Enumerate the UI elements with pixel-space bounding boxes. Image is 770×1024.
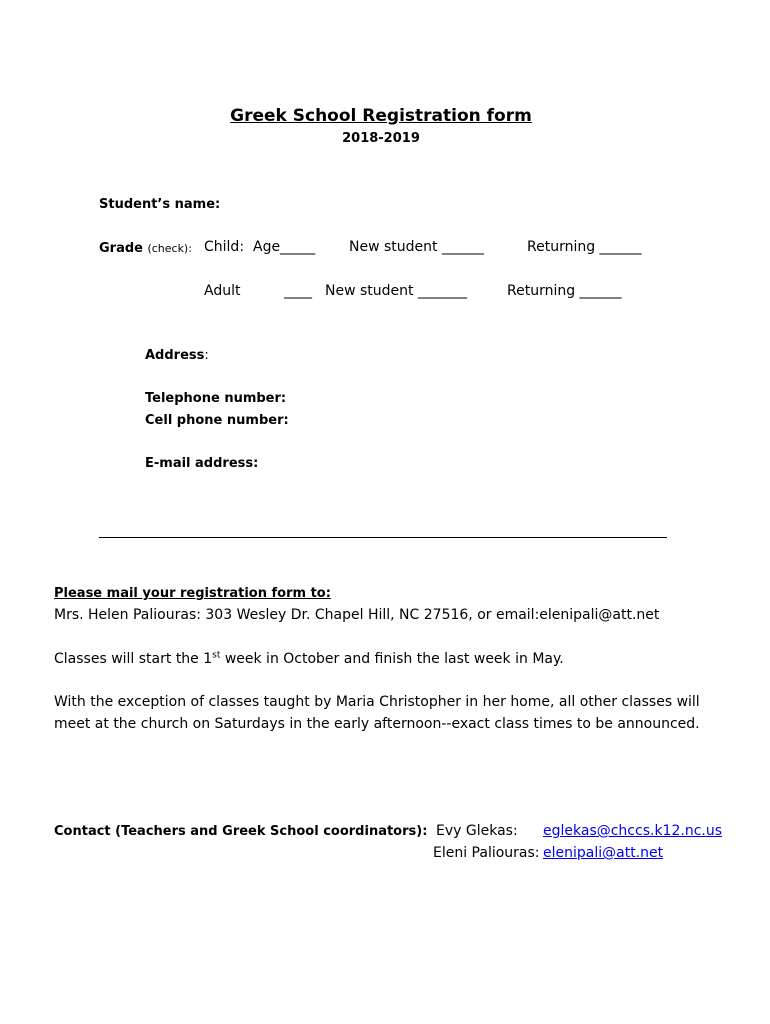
- classes-start-sup: st: [212, 650, 221, 661]
- child-label: Child:: [204, 239, 245, 255]
- classes-location-line1: With the exception of classes taught by Maria Christopher in her home, all other classes will: [54, 694, 700, 710]
- classes-location-line2: meet at the church on Saturdays in the early afternoon--exact class times to be announced.: [54, 716, 700, 732]
- form-title: Greek School Registration form: [230, 106, 532, 126]
- adult-new-student-blank: New student _______: [325, 283, 467, 299]
- address-colon: :: [204, 348, 209, 363]
- email-label: E-mail address:: [145, 456, 259, 471]
- cell-phone-label: Cell phone number:: [145, 413, 289, 428]
- mail-address: Mrs. Helen Paliouras: 303 Wesley Dr. Chapel Hill, NC 27516, or email:elenipali@att.net: [54, 607, 660, 623]
- address-label: Address: [145, 348, 205, 363]
- contact-person2-email-link[interactable]: elenipali@att.net: [543, 845, 664, 861]
- adult-blank: ____: [284, 283, 312, 299]
- child-returning-blank: Returning ______: [527, 239, 642, 255]
- telephone-label: Telephone number:: [145, 391, 287, 406]
- child-age-blank: Age_____: [253, 239, 316, 255]
- classes-start-pre: Classes will start the 1: [54, 651, 213, 667]
- address-line: [145, 348, 209, 363]
- contact-person1-email-link[interactable]: eglekas@chccs.k12.nc.us: [543, 823, 723, 839]
- contact-label: Contact (Teachers and Greek School coordinators):: [54, 824, 428, 839]
- grade-label-line: [99, 240, 192, 256]
- divider-line: [99, 537, 667, 538]
- adult-returning-blank: Returning ______: [507, 283, 622, 299]
- school-year: 2018-2019: [342, 131, 420, 146]
- student-name-label: Student’s name:: [99, 197, 221, 212]
- classes-start-text: [54, 651, 564, 667]
- mail-heading: Please mail your registration form to:: [54, 586, 331, 601]
- adult-label: Adult: [204, 283, 241, 299]
- grade-label: Grade: [99, 241, 143, 256]
- contact-person2-name: Eleni Paliouras:: [433, 845, 540, 861]
- grade-check-hint: (check):: [147, 242, 192, 255]
- classes-start-post: week in October and finish the last week in May.: [220, 651, 564, 667]
- child-new-student-blank: New student ______: [349, 239, 484, 255]
- contact-person1-name: Evy Glekas:: [436, 823, 518, 839]
